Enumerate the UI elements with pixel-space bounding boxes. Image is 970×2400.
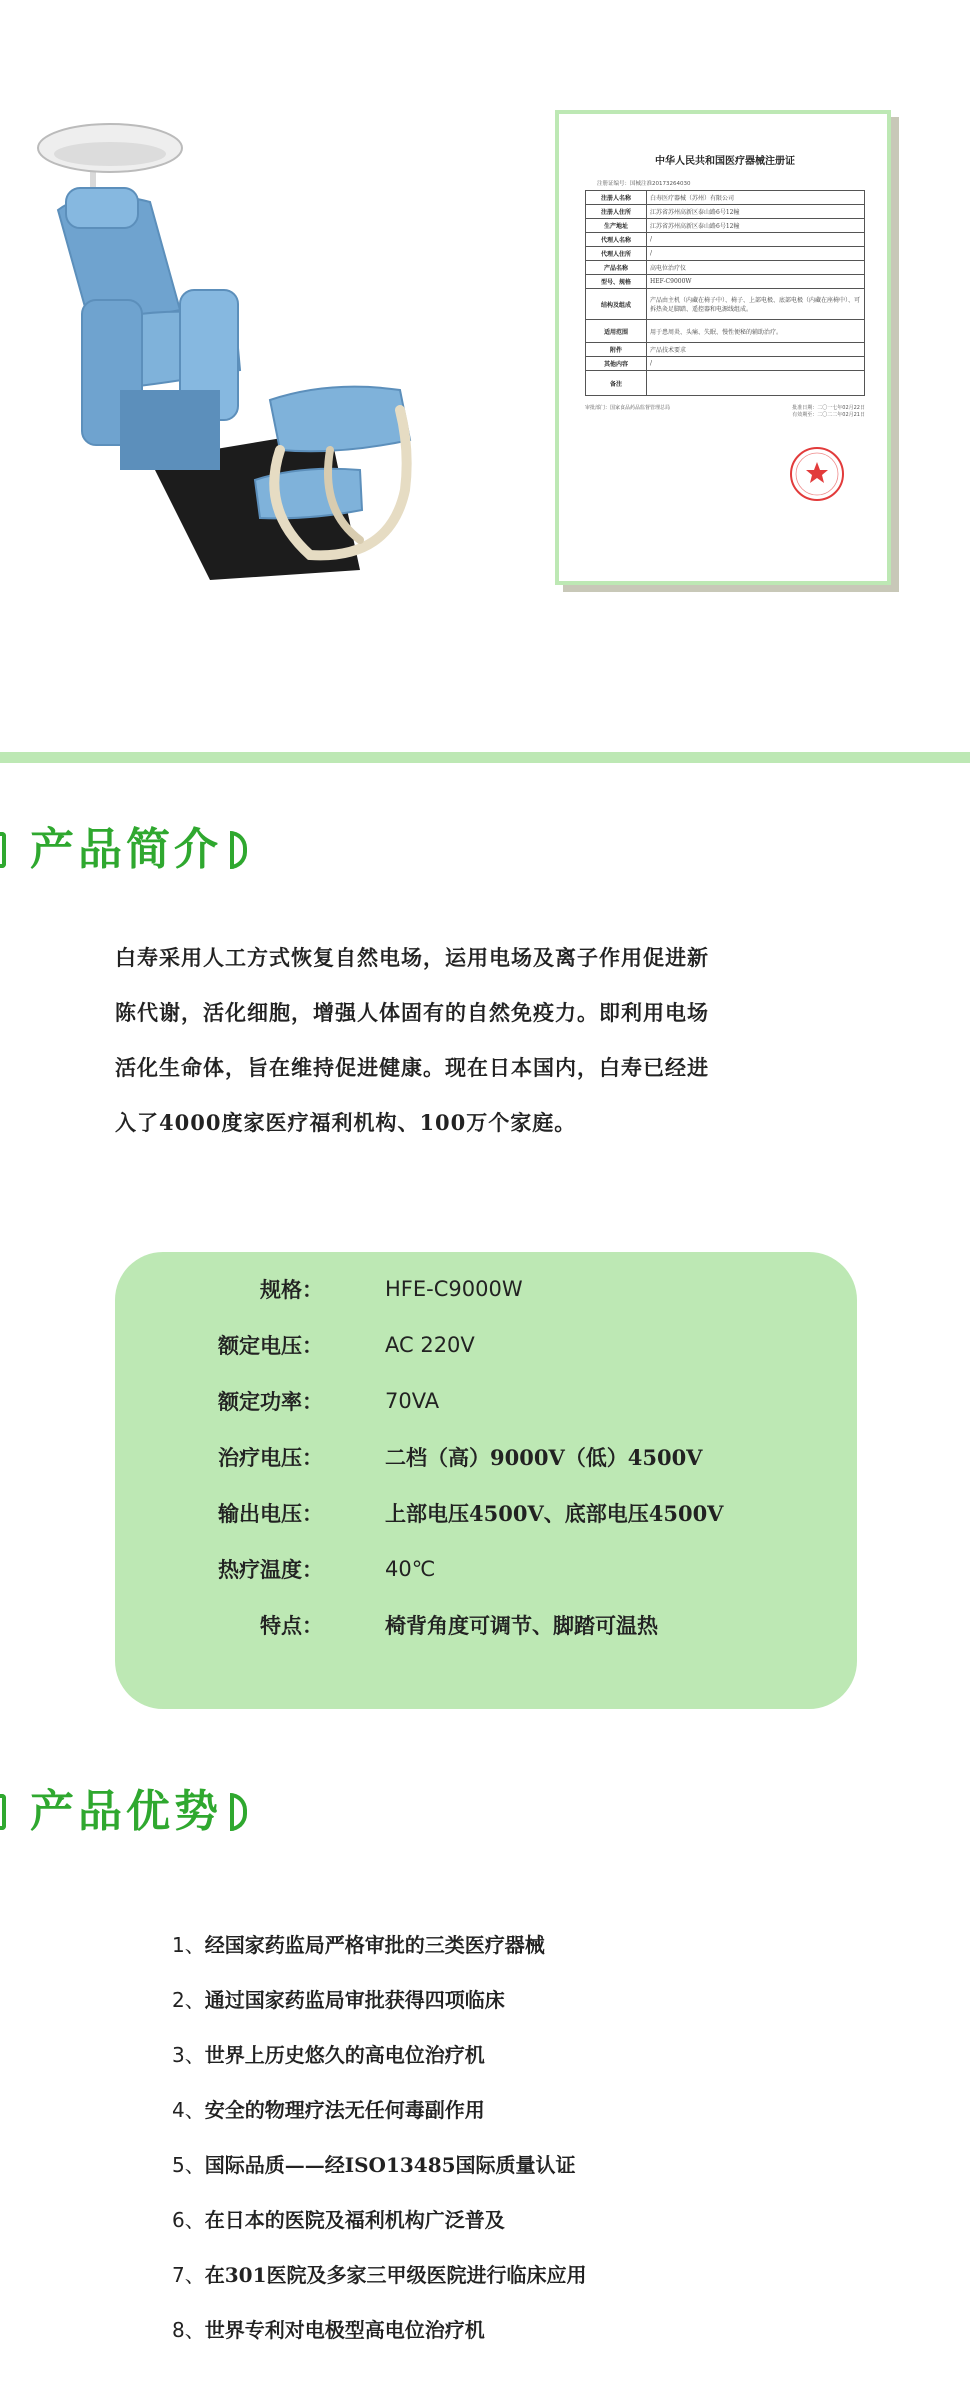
spec-value: HFE-C9000W [385,1277,523,1301]
list-item [172,2145,932,2200]
spec-label: 热疗温度： [218,1557,323,1582]
certificate-row-value: 江苏省苏州高新区泰山路6号12幢 [647,205,865,219]
red-seal-stamp [787,444,847,504]
certificate-issuer: 审批部门：国家食品药品监督管理总局 [585,405,671,411]
intro-title: 产品简介 [30,824,222,875]
certificate-row [586,205,865,219]
item-number: 4、 [172,2098,205,2122]
certificate-row [586,320,865,343]
certificate-row [586,357,865,371]
spec-row-output-voltage [115,1493,723,1533]
certificate-table [585,190,865,396]
item-number: 3、 [172,2043,205,2067]
item-number: 5、 [172,2153,205,2177]
certificate-row-value [647,371,865,396]
certificate-row [586,275,865,289]
spec-panel [115,1252,857,1709]
item-text: 安全的物理疗法无任何毒副作用 [204,2098,485,2122]
spec-label: 治疗电压： [218,1445,323,1470]
certificate-row-value: 白寿医疗器械（苏州）有限公司 [647,191,865,205]
certificate-row-value: 产品由主机（内藏在椅子中）、椅子、上部电极、底部电极（内藏在座椅中）、可拆热灸足脚踏、遥控器和电源线组成。 [647,289,865,320]
certificate-row-key: 结构及组成 [586,289,647,320]
spec-row-treatment-voltage [115,1437,702,1477]
certificate-row [586,233,865,247]
item-text: 世界专利对电极型高电位治疗机 [204,2318,485,2342]
therapy-chair-image [30,110,500,590]
certificate-valid-date: 有效期至：二〇二二年02月21日 [792,412,865,418]
certificate-row [586,343,865,357]
section-divider [0,752,970,763]
spec-label: 额定电压： [218,1333,323,1358]
bracket-right-icon [230,831,247,869]
item-number: 1、 [172,1933,205,1957]
bracket-left-icon [0,832,6,868]
certificate-row-key: 代理人住所 [586,247,647,261]
certificate-row [586,261,865,275]
item-number: 8、 [172,2318,205,2342]
certificate-row-value: 高电位治疗仪 [647,261,865,275]
list-item [172,1980,932,2035]
item-text: 在日本的医院及福利机构广泛普及 [204,2208,505,2232]
certificate-approval-date: 批准日期：二〇一七年02月22日 [792,405,865,411]
certificate-number: 注册证编号：国械注准20173264030 [597,181,691,187]
certificate-row-value: HEF-C9000W [647,275,865,289]
spec-value: 40℃ [385,1557,436,1581]
spec-value: 70VA [385,1389,440,1413]
spec-label: 输出电压： [218,1501,323,1526]
certificate-row-key: 附件 [586,343,647,357]
certificate-row-key: 其他内容 [586,357,647,371]
spec-label: 特点： [260,1613,323,1638]
list-item [172,2200,932,2255]
spec-value: 上部电压4500V、底部电压4500V [385,1501,724,1526]
certificate-row-value: 江苏省苏州高新区泰山路6号12幢 [647,219,865,233]
certificate-row-key: 注册人名称 [586,191,647,205]
advantages-list [172,1925,932,2365]
list-item [172,2310,932,2365]
certificate-row-key: 代理人名称 [586,233,647,247]
bracket-left-icon [0,1794,6,1830]
spec-row-model [115,1269,523,1309]
certificate-row [586,371,865,396]
certificate-row-key: 生产地址 [586,219,647,233]
item-text: 在301医院及多家三甲级医院进行临床应用 [204,2263,587,2287]
item-text: 经国家药监局严格审批的三类医疗器械 [204,1933,545,1957]
list-item [172,2255,932,2310]
certificate-row-value: / [647,247,865,261]
certificate-row [586,247,865,261]
certificate-row-value: / [647,233,865,247]
intro-line: 活化生命体，旨在维持促进健康。现在日本国内，白寿已经进 [115,1055,709,1080]
certificate-row [586,289,865,320]
spec-row-power [115,1381,439,1421]
spec-row-features [115,1605,658,1645]
intro-line: 入了4000度家医疗福利机构、100万个家庭。 [115,1110,577,1135]
list-item [172,2035,932,2090]
item-text: 世界上历史悠久的高电位治疗机 [204,2043,485,2067]
spec-row-temperature [115,1549,435,1589]
bracket-right-icon [230,1793,247,1831]
certificate-row-key: 型号、规格 [586,275,647,289]
item-number: 6、 [172,2208,205,2232]
certificate-row-key: 产品名称 [586,261,647,275]
certificate-row-value: 用于患周炎、头痛、失眠、慢性便秘的辅助治疗。 [647,320,865,343]
item-text: 国际品质——经ISO13485国际质量认证 [204,2153,576,2177]
certificate-row-key: 注册人住所 [586,205,647,219]
item-number: 2、 [172,1988,205,2012]
certificate-row-value: / [647,357,865,371]
intro-paragraph [115,930,875,1150]
intro-line: 陈代谢，活化细胞，增强人体固有的自然免疫力。即利用电场 [115,1000,709,1025]
spec-value: AC 220V [385,1333,475,1357]
registration-certificate [555,110,891,585]
certificate-row-key: 备注 [586,371,647,396]
certificate-row-key: 适用范围 [586,320,647,343]
list-item [172,1925,932,1980]
certificate-title: 中华人民共和国医疗器械注册证 [655,156,795,167]
list-item [172,2090,932,2145]
certificate-row [586,219,865,233]
item-text: 通过国家药监局审批获得四项临床 [204,1988,505,2012]
certificate-row [586,191,865,205]
advantages-title: 产品优势 [30,1786,222,1837]
spec-row-voltage [115,1325,475,1365]
spec-value: 二档（高）9000V（低）4500V [385,1445,703,1470]
item-number: 7、 [172,2263,205,2287]
advantages-heading [0,1786,247,1837]
intro-line: 白寿采用人工方式恢复自然电场，运用电场及离子作用促进新 [115,945,709,970]
certificate-row-value: 产品技术要求 [647,343,865,357]
intro-heading [0,824,247,875]
spec-value: 椅背角度可调节、脚踏可温热 [385,1613,658,1638]
spec-label: 额定功率： [218,1389,323,1414]
spec-label: 规格： [260,1277,323,1302]
